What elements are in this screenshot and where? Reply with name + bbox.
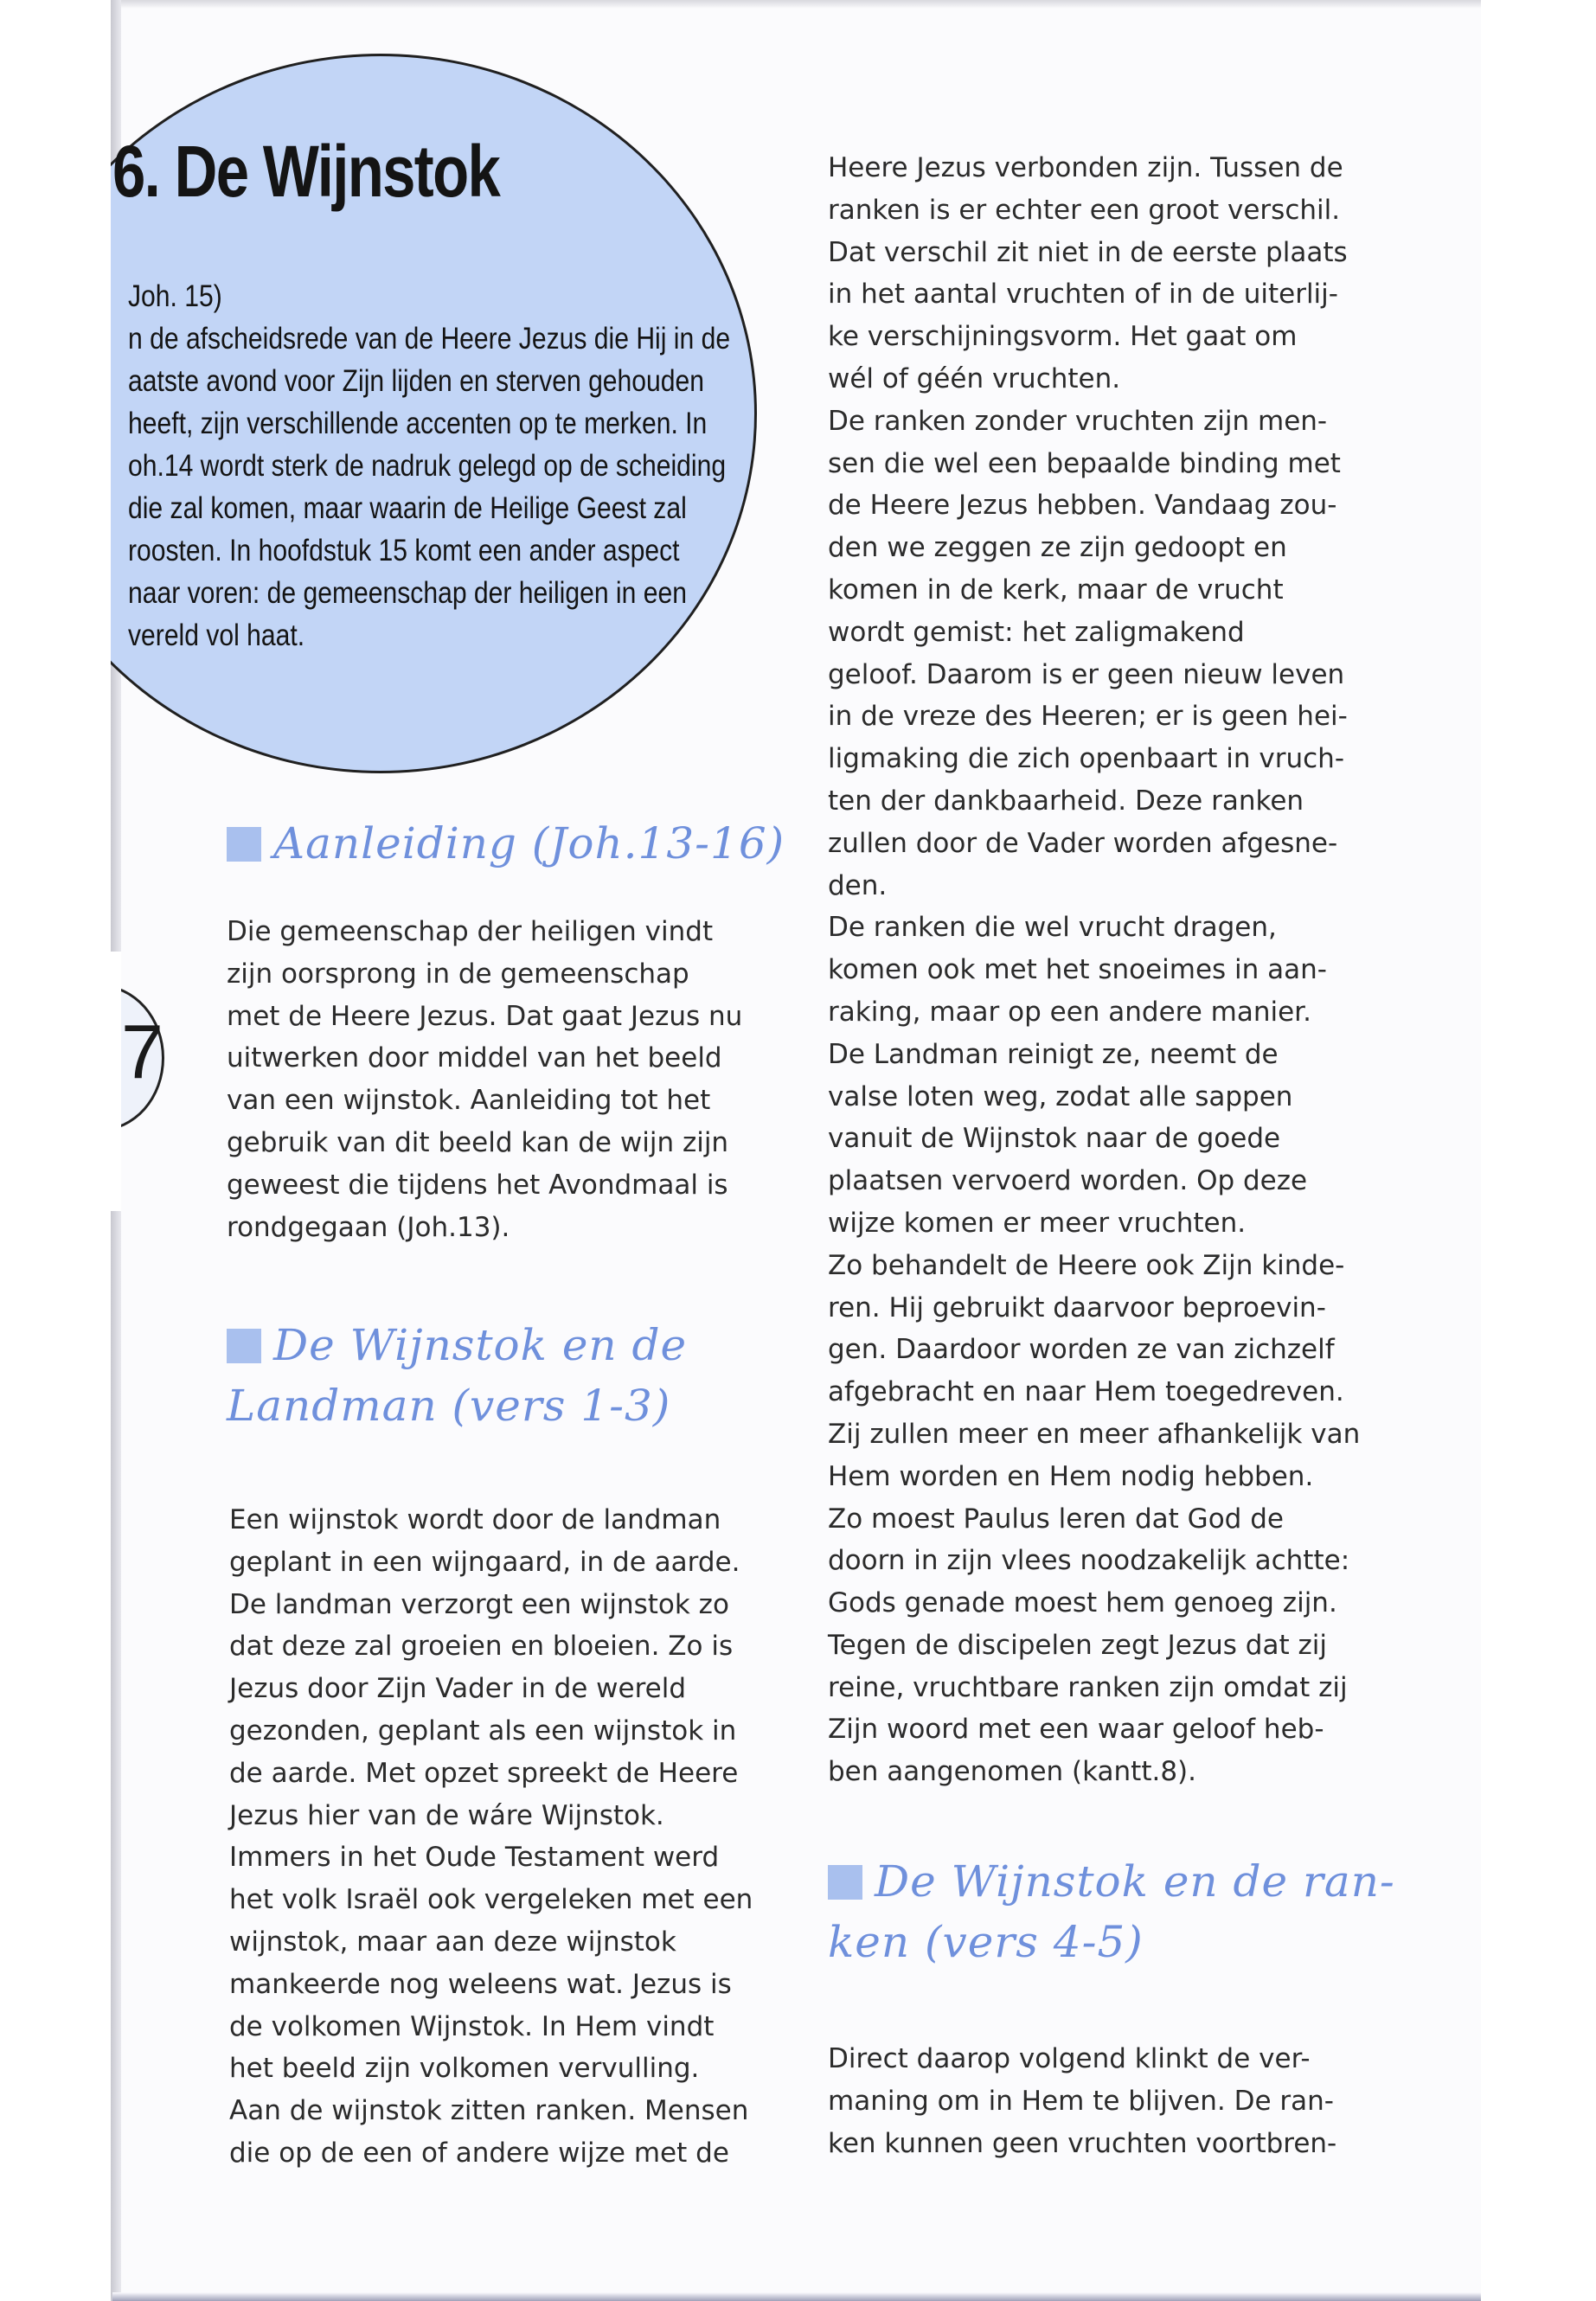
body-line: raking, maar op een andere manier. — [828, 996, 1311, 1028]
section-body-ranken — [828, 2038, 1336, 2164]
heading-text: De Wijnstok en de — [273, 1320, 688, 1370]
intro-line: n de afscheidsrede van de Heere Jezus die Hij in de — [128, 322, 731, 356]
body-line: plaatsen vervoerd worden. Op deze — [828, 1165, 1308, 1197]
body-line: doorn in zijn vlees noodzakelijk achtte: — [828, 1545, 1350, 1577]
body-line: Jezus hier van de wáre Wijnstok. — [229, 1799, 664, 1831]
section-body-aanleiding — [227, 911, 742, 1248]
section-heading-aanleiding — [227, 813, 785, 874]
body-line: komen ook met het snoeimes in aan- — [828, 954, 1327, 986]
body-line: Hem worden en Hem nodig hebben. — [828, 1460, 1314, 1492]
right-column-body — [828, 147, 1360, 1793]
chapter-title: 6. De Wijnstok — [112, 131, 500, 212]
body-line: sen die wel een bepaalde binding met — [828, 447, 1341, 479]
body-line: rondgegaan (Joh.13). — [227, 1211, 510, 1243]
section-body-landman — [229, 1499, 753, 2175]
body-line: gen. Daardoor worden ze van zichzelf — [828, 1334, 1335, 1366]
body-line: ligmaking die zich openbaart in vruch- — [828, 743, 1345, 775]
intro-line: naar voren: de gemeenschap der heiligen in een — [128, 576, 687, 610]
body-line: die op de een of andere wijze met de — [229, 2137, 729, 2169]
body-line: de aarde. Met opzet spreekt de Heere — [229, 1757, 739, 1789]
body-line: Gods genade moest hem genoeg zijn. — [828, 1587, 1337, 1619]
intro-line: roosten. In hoofdstuk 15 komt een ander aspect — [128, 534, 680, 567]
body-line: geloof. Daarom is er geen nieuw leven — [828, 658, 1345, 690]
body-line: het beeld zijn volkomen vervulling. — [229, 2053, 700, 2085]
body-line: met de Heere Jezus. Dat gaat Jezus nu — [227, 1000, 743, 1032]
body-line: maning om in Hem te blijven. De ran- — [828, 2085, 1334, 2117]
body-line: ten der dankbaarheid. Deze ranken — [828, 785, 1304, 817]
intro-line: aatste avond voor Zijn lijden en sterven gehouden — [128, 364, 705, 398]
body-line: Jezus door Zijn Vader in de wereld — [229, 1673, 687, 1705]
chapter-intro — [128, 275, 731, 657]
body-line: Immers in het Oude Testament werd — [229, 1842, 720, 1874]
body-line: de Heere Jezus hebben. Vandaag zou- — [828, 490, 1337, 522]
page-bottom-edge — [112, 2292, 1484, 2301]
heading-text: De Wijnstok en de ran- — [875, 1856, 1395, 1907]
body-line: de volkomen Wijnstok. In Hem vindt — [229, 2010, 715, 2042]
body-line: De ranken die wel vrucht dragen, — [828, 912, 1277, 944]
body-line: ren. Hij gebruikt daarvoor beproevin- — [828, 1292, 1326, 1324]
body-line: De ranken zonder vruchten zijn men- — [828, 405, 1328, 437]
heading-text: Aanleiding (Joh.13-16) — [273, 818, 785, 868]
chapter-tab-number: 7 — [121, 1009, 163, 1094]
body-line: uitwerken door middel van het beeld — [227, 1042, 722, 1074]
body-line: wél of géén vruchten. — [828, 362, 1121, 394]
body-line: afgebracht en naar Hem toegedreven. — [828, 1376, 1344, 1408]
body-line: gezonden, geplant als een wijnstok in — [229, 1715, 737, 1747]
body-line: De Landman reinigt ze, neemt de — [828, 1038, 1279, 1070]
body-line: in de vreze des Heeren; er is geen hei- — [828, 701, 1348, 733]
heading-square-bullet — [227, 1329, 261, 1363]
body-line: geplant in een wijngaard, in de aarde. — [229, 1546, 740, 1578]
body-line: gebruik van dit beeld kan de wijn zijn — [227, 1126, 729, 1158]
heading-square-bullet — [828, 1865, 862, 1900]
body-line: zijn oorsprong in de gemeenschap — [227, 958, 689, 990]
body-line: Zij zullen meer en meer afhankelijk van — [828, 1418, 1361, 1450]
body-line: ke verschijningsvorm. Het gaat om — [828, 321, 1298, 353]
body-line: Zijn woord met een waar geloof heb- — [828, 1714, 1324, 1746]
body-line: het volk Israël ook vergeleken met een — [229, 1884, 753, 1916]
body-line: Direct daarop volgend klinkt de ver- — [828, 2043, 1311, 2074]
body-line: Een wijnstok wordt door de landman — [229, 1504, 721, 1535]
body-line: valse loten weg, zodat alle sappen — [828, 1080, 1293, 1112]
body-line: wijze komen er meer vruchten. — [828, 1207, 1247, 1239]
intro-line: oh.14 wordt sterk de nadruk gelegd op de scheiding — [128, 449, 727, 483]
body-line: Dat verschil zit niet in de eerste plaats — [828, 236, 1348, 268]
body-line: in het aantal vruchten of in de uiterlij- — [828, 279, 1338, 311]
intro-line: die zal komen, maar waarin de Heilige Geest zal — [128, 491, 687, 525]
heading-text: ken (vers 4-5) — [828, 1917, 1144, 1967]
body-line: ben aangenomen (kantt.8). — [828, 1756, 1197, 1788]
page-right-margin — [1481, 0, 1596, 2301]
body-line: reine, vruchtbare ranken zijn omdat zij — [828, 1671, 1348, 1703]
body-line: ken kunnen geen vruchten voortbren- — [828, 2127, 1337, 2159]
body-line: wijnstok, maar aan deze wijnstok — [229, 1926, 676, 1958]
body-line: den we zeggen ze zijn gedoopt en — [828, 532, 1287, 564]
intro-line: heeft, zijn verschillende accenten op te merken. In — [128, 407, 708, 440]
body-line: dat deze zal groeien en bloeien. Zo is — [229, 1631, 734, 1663]
body-line: Heere Jezus verbonden zijn. Tussen de — [828, 152, 1343, 183]
body-line: wordt gemist: het zaligmakend — [828, 616, 1245, 648]
body-line: Tegen de discipelen zegt Jezus dat zij — [828, 1629, 1327, 1661]
body-line: van een wijnstok. Aanleiding tot het — [227, 1085, 711, 1117]
section-heading-landman — [227, 1315, 687, 1436]
body-line: geweest die tijdens het Avondmaal is — [227, 1169, 728, 1201]
body-line: Zo behandelt de Heere ook Zijn kinde- — [828, 1249, 1345, 1281]
section-heading-ranken — [828, 1851, 1395, 1972]
body-line: komen in de kerk, maar de vrucht — [828, 574, 1284, 606]
heading-text: Landman (vers 1-3) — [227, 1381, 671, 1431]
body-line: vanuit de Wijnstok naar de goede — [828, 1123, 1281, 1155]
body-line: zullen door de Vader worden afgesne- — [828, 827, 1338, 859]
page-top-edge — [121, 0, 1484, 9]
body-line: De landman verzorgt een wijnstok zo — [229, 1588, 729, 1620]
left-scan-margin — [0, 0, 111, 2301]
body-line: Die gemeenschap der heiligen vindt — [227, 916, 714, 947]
body-line: mankeerde nog weleens wat. Jezus is — [229, 1968, 732, 2000]
heading-square-bullet — [227, 827, 261, 862]
body-line: ranken is er echter een groot verschil. — [828, 194, 1341, 226]
intro-line: vereld vol haat. — [128, 619, 305, 652]
body-line: Aan de wijnstok zitten ranken. Mensen — [229, 2095, 749, 2127]
body-line: den. — [828, 869, 888, 901]
intro-line: Joh. 15) — [128, 279, 222, 313]
body-line: Zo moest Paulus leren dat God de — [828, 1503, 1284, 1535]
